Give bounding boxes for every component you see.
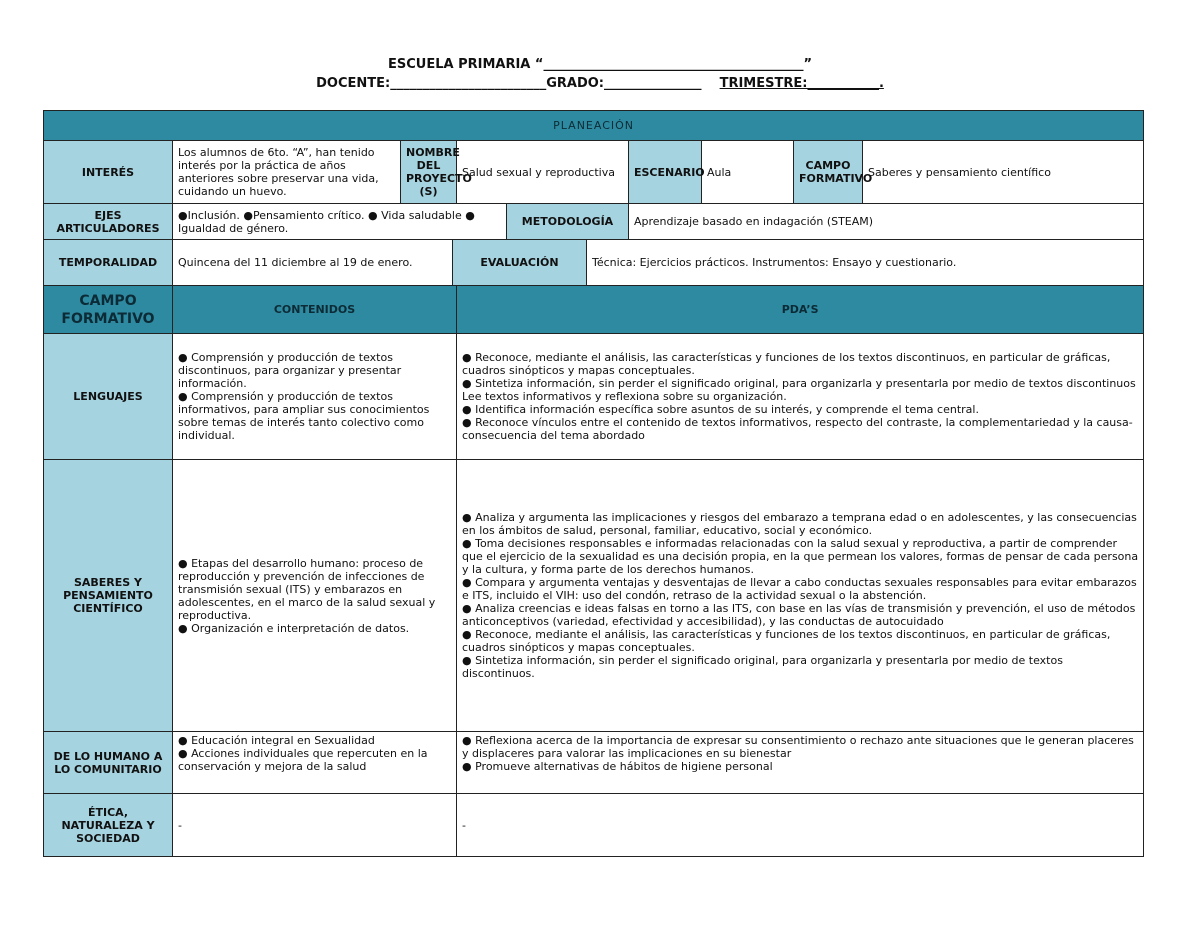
list-item: ● Acciones individuales que repercuten en la conservación y mejora de la salud (178, 747, 428, 773)
pdas-humano (457, 732, 1144, 794)
campo-value: Saberes y pensamiento científico (863, 141, 1144, 204)
list-item: ● Comprensión y producción de textos discontinuos, para organizar y presentar información. (178, 351, 402, 390)
campo-saberes: SABERES Y PENSAMIENTO CIENTÍFICO (44, 460, 173, 732)
teacher-grade-line (0, 76, 1200, 91)
list-item: ● Compara y argumenta ventajas y desventajas de llevar a cabo conductas sexuales responsables para evitar embarazos e ITS, incluido el VIH: uso del condón, retraso de la actividad sexual o la abstención. (462, 576, 1137, 602)
pdas-etica: - (457, 794, 1144, 857)
list-item: ● Toma decisiones responsables e informadas relacionadas con la salud sexual y reproductiva, a partir de comprender que el ejercicio de la sexualidad es una decisión propia, en la que permean los valores, formas de pensar de cada persona y la cultura, y forma parte de los derechos humanos. (462, 537, 1139, 576)
campo-label: CAMPO FORMATIVO (794, 141, 863, 204)
campo-col-header: CAMPO FORMATIVO (44, 286, 173, 334)
contenidos-saberes (173, 460, 457, 732)
contenidos-humano (173, 732, 457, 794)
list-item: ● Educación integral en Sexualidad (178, 734, 375, 747)
list-item: ● Analiza creencias e ideas falsas en torno a las ITS, con base en las vías de transmisión y prevención, el uso de métodos anticonceptivos (variedad, efectividad y accesibilidad), y las conductas de autocuidado (462, 602, 1136, 628)
trimestre: TRIMESTRE:___________. (719, 76, 884, 91)
list-item: ● Sintetiza información, sin perder el significado original, para organizarla y presentarla por medio de textos discontinuos. (462, 654, 1063, 680)
temporalidad-label: TEMPORALIDAD (44, 240, 173, 286)
list-item: ● Comprensión y producción de textos informativos, para ampliar sus conocimientos sobre temas de interés tanto colectivo como individual. (178, 390, 430, 442)
list-item: ● Reconoce, mediante el análisis, las características y funciones de los textos discontinuos, en particular de gráficas, cuadros sinópticos y mapas conceptuales. (462, 628, 1111, 654)
pdas-col-header: PDA’S (457, 286, 1144, 334)
interes-value: Los alumnos de 6to. “A”, han tenido interés por la práctica de años anteriores sobre preservar una vida, cuidando un huevo. (173, 141, 401, 204)
campo-etica: ÉTICA, NATURALEZA Y SOCIEDAD (44, 794, 173, 857)
list-item: ● Analiza y argumenta las implicaciones y riesgos del embarazo a temprana edad o en adolescentes, y las consecuencias en los ámbitos de salud, personal, familiar, educativo, social y económico. (462, 511, 1137, 537)
ejes-value: ●Inclusión. ●Pensamiento crítico. ● Vida saludable ● Igualdad de género. (173, 204, 507, 240)
planeacion-title: PLANEACIÓN (44, 111, 1144, 141)
list-item: ● Etapas del desarrollo humano: proceso de reproducción y prevención de infecciones de transmisión sexual (ITS) y embarazos en adolescentes, en el marco de la salud sexual y reproductiva. (178, 556, 436, 622)
evaluacion-value: Técnica: Ejercicios prácticos. Instrumentos: Ensayo y cuestionario. (587, 240, 1144, 286)
list-item: Lee textos informativos y reflexiona sobre su organización. (462, 390, 787, 403)
evaluacion-label: EVALUACIÓN (453, 240, 587, 286)
ejes-label: EJES ARTICULADORES (44, 204, 173, 240)
campo-humano: DE LO HUMANO A LO COMUNITARIO (44, 732, 173, 794)
contenidos-lenguajes (173, 334, 457, 460)
metodologia-value: Aprendizaje basado en indagación (STEAM) (629, 204, 1144, 240)
docente-grado: DOCENTE:________________________GRADO:_______________ (316, 76, 702, 91)
list-item: ● Reflexiona acerca de la importancia de expresar su consentimiento o rechazo ante situaciones que le generan placeres y displaceres para valorar las implicaciones en su bienestar (462, 734, 1134, 760)
planeacion-table (43, 110, 1144, 857)
list-item: ● Identifica información específica sobre asuntos de su interés, y comprende el tema central. (462, 403, 979, 416)
pdas-saberes (457, 460, 1144, 732)
escenario-value: Aula (702, 141, 794, 204)
list-item: ● Organización e interpretación de datos. (178, 621, 410, 635)
proyecto-value: Salud sexual y reproductiva (457, 141, 629, 204)
list-item: ● Sintetiza información, sin perder el significado original, para organizarla y presentarla por medio de textos discontinuos (462, 377, 1136, 390)
list-item: ● Reconoce vínculos entre el contenido de textos informativos, respecto del contraste, la complementariedad y la causa-consecuencia del tema abordado (462, 416, 1133, 442)
temporalidad-value: Quincena del 11 diciembre al 19 de enero. (173, 240, 453, 286)
campo-lenguajes: LENGUAJES (44, 334, 173, 460)
escenario-label: ESCENARIO (629, 141, 702, 204)
interes-label: INTERÉS (44, 141, 173, 204)
list-item: ● Reconoce, mediante el análisis, las características y funciones de los textos discontinuos, en particular de gráficas, cuadros sinópticos y mapas conceptuales. (462, 351, 1111, 377)
school-title: ESCUELA PRIMARIA “________________________________________” (388, 57, 812, 72)
pdas-lenguajes (457, 334, 1144, 460)
contenidos-etica: - (173, 794, 457, 857)
proyecto-label: NOMBRE DEL PROYECTO (S) (401, 141, 457, 204)
list-item: ● Promueve alternativas de hábitos de higiene personal (462, 760, 773, 773)
metodologia-label: METODOLOGÍA (507, 204, 629, 240)
contenidos-col-header: CONTENIDOS (173, 286, 457, 334)
